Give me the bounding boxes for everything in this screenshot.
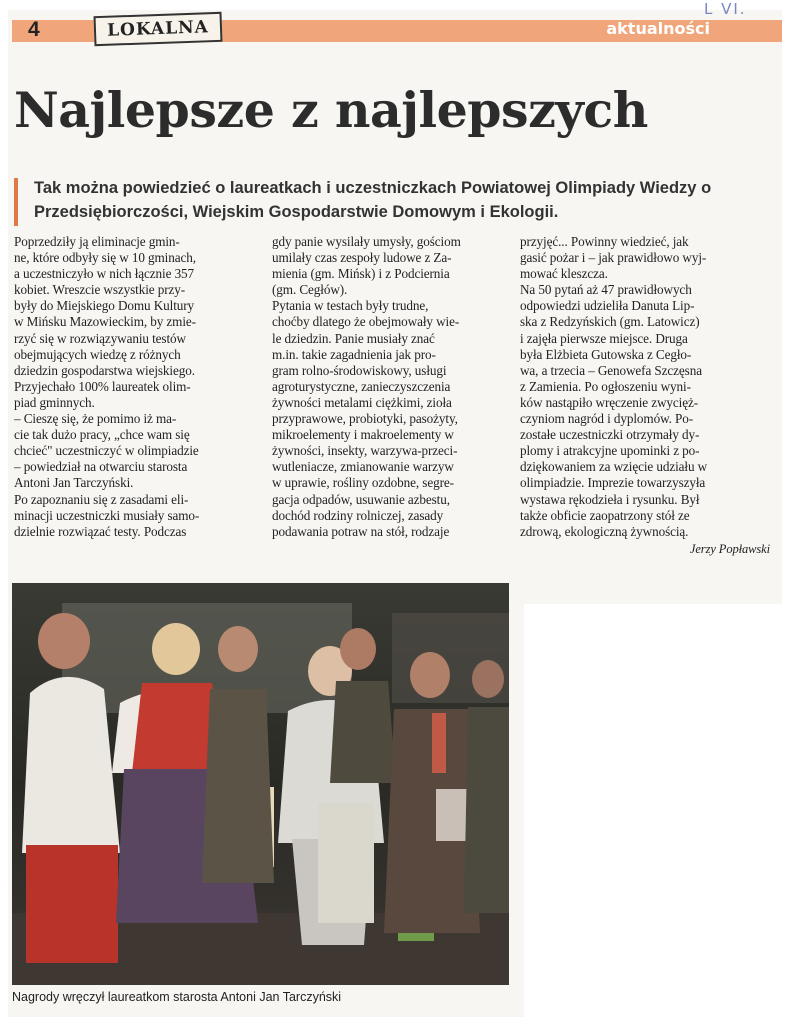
body-line: podawania potraw na stół, rodzaje [272,523,450,539]
body-line: ska z Redzyńskich (gm. Latowicz) [520,314,700,330]
body-line: chcieć" uczestniczyć w olimpiadzie [14,443,199,459]
photo-caption: Nagrody wręczył laureatkom starosta Antoni Jan Tarczyński [12,990,342,1004]
body-line: dziękowaniem za wzięcie udziału w [520,459,708,475]
body-line: Poprzedziły ją eliminacje gmin- [14,234,180,249]
body-line: minacji uczestniczki musiały samo- [14,507,200,523]
byline: Jerzy Popławski [689,541,770,556]
body-line: choćby dlatego że obejmowały wie- [272,314,460,330]
body-line: gacja odpadów, usuwanie azbestu, [272,491,450,507]
body-column-3 [520,234,770,557]
body-line: olimpiadzie. Imprezie towarzyszyła [520,475,706,491]
headline: Najlepsze z najlepszych [14,81,648,139]
award-ceremony-photo [12,583,509,985]
body-line: mować kleszcza. [520,266,608,282]
body-line: gdy panie wysilały umysły, gościom [272,234,461,249]
body-line: obejmujących wiedzę z różnych [14,346,181,362]
body-column-1 [14,234,262,540]
page-number: 4 [28,18,40,41]
body-line: przyprawowe, probiotyki, pasożyty, [272,411,458,427]
body-line: żywności, insekty, warzywa-przeci- [272,443,458,459]
body-line: umilały czas zespoły ludowe z Za- [272,250,452,266]
body-line: le dziedzin. Panie musiały znać [272,330,435,346]
body-line: zdrową, ekologiczną żywnością. [520,523,689,539]
body-line: dzielnie rozwiązać testy. Podczas [14,523,187,539]
body-line: i zajęła pierwsze miejsce. Druga [520,330,688,346]
body-line: zostałe uczestniczki otrzymały dy- [520,427,700,443]
body-line: z Zamienia. Po ogłoszeniu wyni- [520,378,691,394]
body-line: wutleniacze, zmianowanie warzyw [272,459,454,475]
body-line: agroturystyczne, zanieczyszczenia [272,378,451,394]
body-line: czyniom nagród i dyplomów. Po- [520,411,694,427]
body-line: m.in. takie zagadnienia jak pro- [272,346,436,362]
body-line: dochód rodziny rolniczej, zasady [272,507,444,523]
lead-accent-bar [14,178,18,226]
body-line: dziedzin gospodarstwa wiejskiego. [14,362,195,378]
body-line: mienia (gm. Mińsk) i z Podciernia [272,266,450,282]
body-line: – Cieszę się, że pomimo iż ma- [14,411,177,427]
photo-illustration [12,583,509,985]
body-line: ków nastąpiło wręczenie zwycięż- [520,394,699,410]
body-line: Po zapoznaniu się z zasadami eli- [14,491,189,507]
body-line: rzyć się w rozwiązywaniu testów [14,330,186,346]
body-line: w uprawie, rośliny ozdobne, segre- [272,475,454,491]
body-line: gram rolno-środowiskowy, usługi [272,362,447,378]
section-label: aktualności [606,19,710,38]
body-line: odpowiedzi udzieliła Danuta Lip- [520,298,695,314]
body-line: była Elżbieta Gutowska z Cegło- [520,346,692,362]
lead-paragraph: Tak można powiedzieć o laureatkach i uczestniczkach Powiatowej Olimpiady Wiedzy o Przedsiębiorczości, Wiejskim Gospodarstwie Domowym i Ekologii. [34,179,712,221]
body-line: gasić pożar i – jak prawidłowo wyj- [520,250,707,266]
stamp-label: LOKALNA [106,17,210,41]
body-line: mikroelementy i makroelementy w [272,427,454,443]
body-line: Przyjechało 100% laureatek olim- [14,378,191,394]
body-line: żywności metalami ciężkimi, zioła [272,394,452,410]
body-line: plomy i atrakcyjne upominki z po- [520,443,700,459]
body-line: także obficie zaopatrzony stół ze [520,507,690,523]
body-line: były do Miejskiego Domu Kultury [14,298,195,314]
body-line: w Mińsku Mazowieckim, by zmie- [14,314,196,330]
body-line: cie tak dużo pracy, „chce wam się [14,427,190,443]
handwritten-mark: L VI. [704,0,747,18]
body-line: wystawa rękodzieła i rysunku. Był [520,491,700,507]
body-line: piad gminnych. [14,394,95,410]
body-line: Pytania w testach były trudne, [272,298,429,314]
lokalna-stamp [94,12,223,46]
body-line: Antoni Jan Tarczyński. [14,475,134,491]
body-line: Na 50 pytań aż 47 prawidłowych [520,282,692,298]
body-line: a uczestniczyło w nich łącznie 357 [14,266,195,282]
body-line: (gm. Cegłów). [272,282,348,298]
body-column-2 [272,234,512,540]
body-line: ne, które odbyły się w 10 gminach, [14,250,196,266]
body-line: – powiedział na otwarciu starosta [14,459,188,475]
body-line: wa, a trzecia – Genowefa Szczęsna [520,362,702,378]
body-line: kobiet. Wreszcie wszystkie przy- [14,282,186,298]
body-line: przyjęć... Powinny wiedzieć, jak [520,234,689,249]
